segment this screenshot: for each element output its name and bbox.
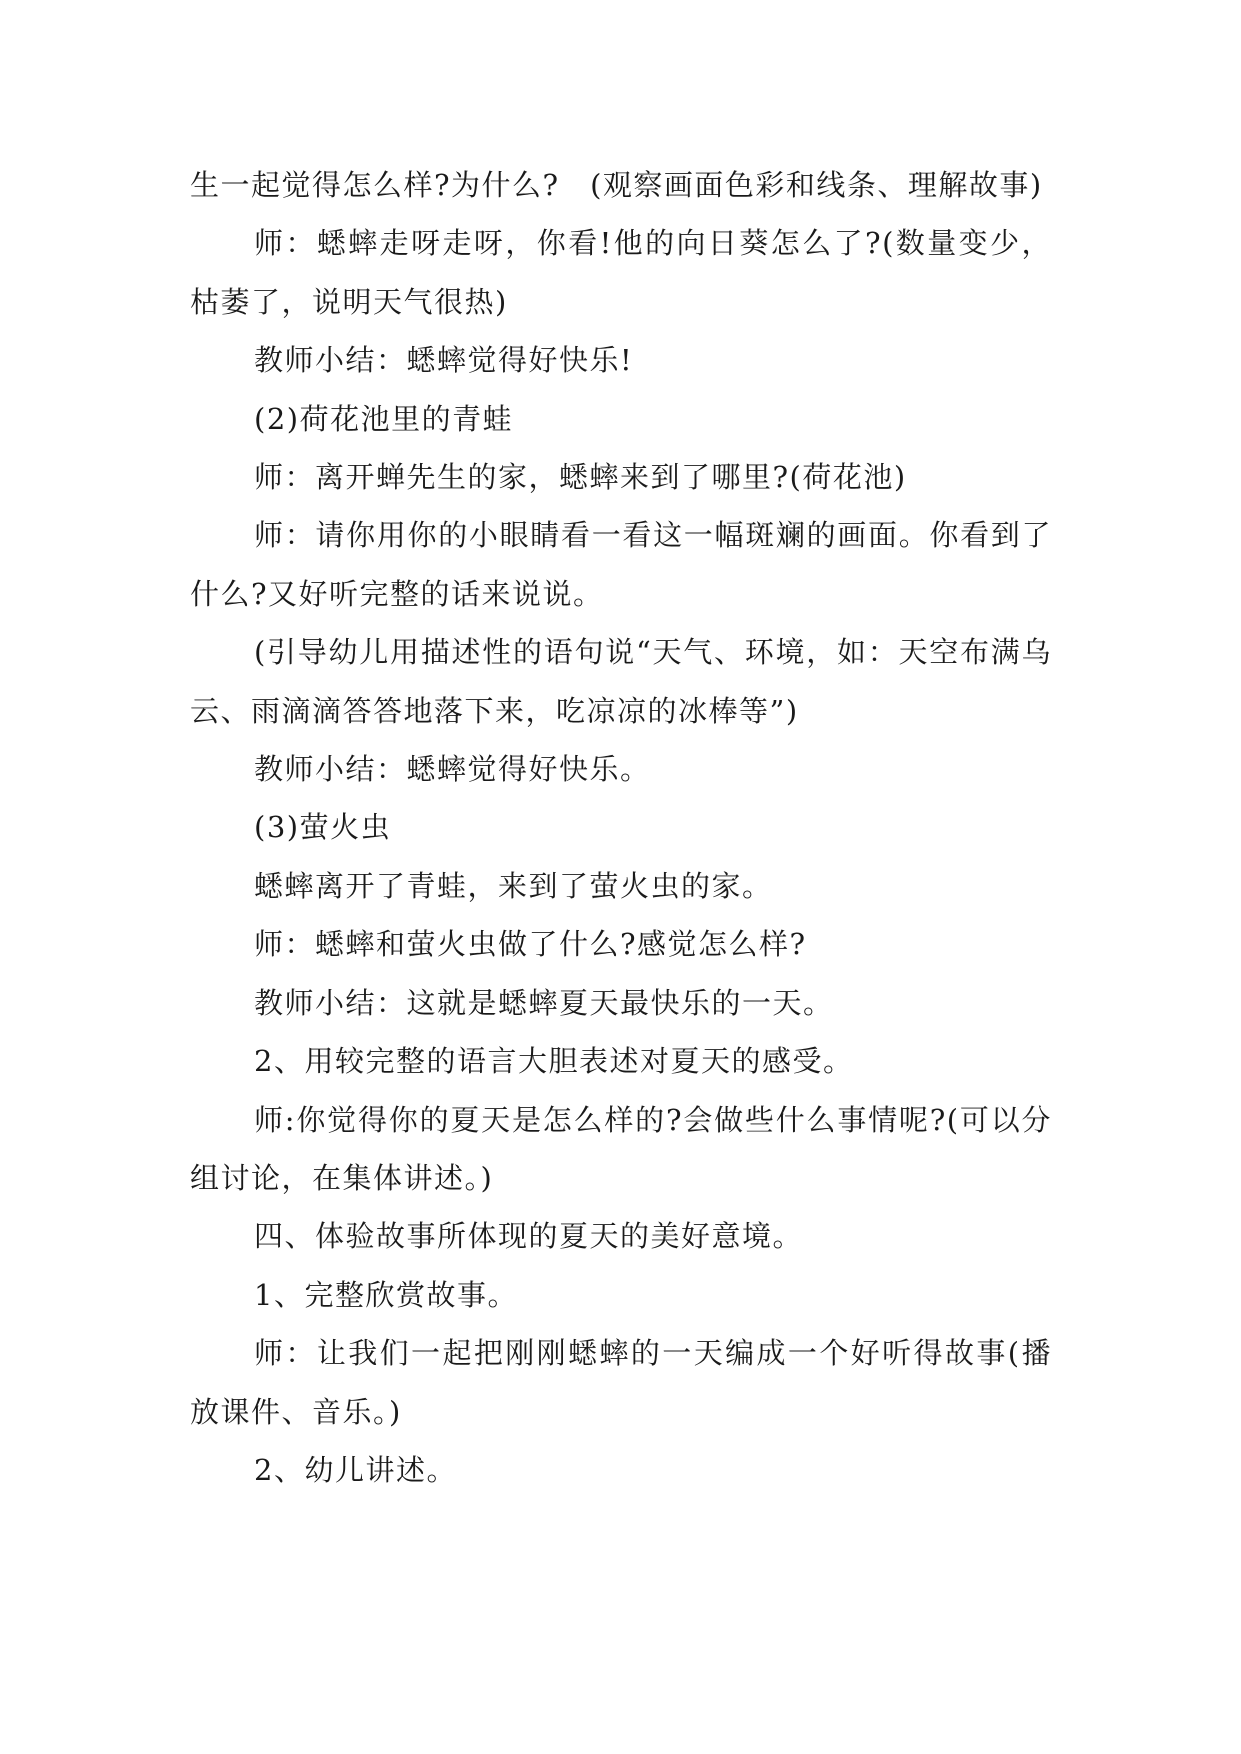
paragraph: 师:你觉得你的夏天是怎么样的?会做些什么事情呢?(可以分组讨论，在集体讲述。) <box>190 1102 1052 1195</box>
section-heading: 2、用较完整的语言大胆表述对夏天的感受。 <box>254 1044 854 1079</box>
section-heading: 1、完整欣赏故事。 <box>254 1277 518 1312</box>
section-heading: 2、幼儿讲述。 <box>254 1452 457 1487</box>
document-body <box>190 156 1052 1499</box>
paragraph: 教师小结：蟋蟀觉得好快乐! <box>254 343 634 378</box>
paragraph: (引导幼儿用描述性的语句说“天气、环境，如：天空布满乌云、雨滴滴答答地落下来，吃凉凉的冰棒等”) <box>190 635 1052 728</box>
paragraph: 师：让我们一起把刚刚蟋蟀的一天编成一个好听得故事(播放课件、音乐。) <box>190 1336 1052 1429</box>
paragraph: 蟋蟀离开了青蛙，来到了萤火虫的家。 <box>254 868 773 903</box>
section-heading: 四、体验故事所体现的夏天的美好意境。 <box>254 1219 804 1254</box>
paragraph: 教师小结：蟋蟀觉得好快乐。 <box>254 752 651 787</box>
paragraph: 师：离开蝉先生的家，蟋蟀来到了哪里?(荷花池) <box>254 460 907 495</box>
paragraph: 师：请你用你的小眼睛看一看这一幅斑斓的画面。你看到了什么?又好听完整的话来说说。 <box>190 518 1052 611</box>
paragraph: 师：蟋蟀和萤火虫做了什么?感觉怎么样? <box>254 927 807 962</box>
section-heading: (2)荷花池里的青蛙 <box>254 401 514 436</box>
paragraph: 师：蟋蟀走呀走呀，你看!他的向日葵怎么了?(数量变少，枯萎了，说明天气很热) <box>190 226 1052 319</box>
paragraph: 教师小结：这就是蟋蟀夏天最快乐的一天。 <box>254 985 834 1020</box>
paragraph: 生一起觉得怎么样?为什么? (观察画面色彩和线条、理解故事) <box>190 168 1043 202</box>
section-heading: (3)萤火虫 <box>254 810 392 845</box>
